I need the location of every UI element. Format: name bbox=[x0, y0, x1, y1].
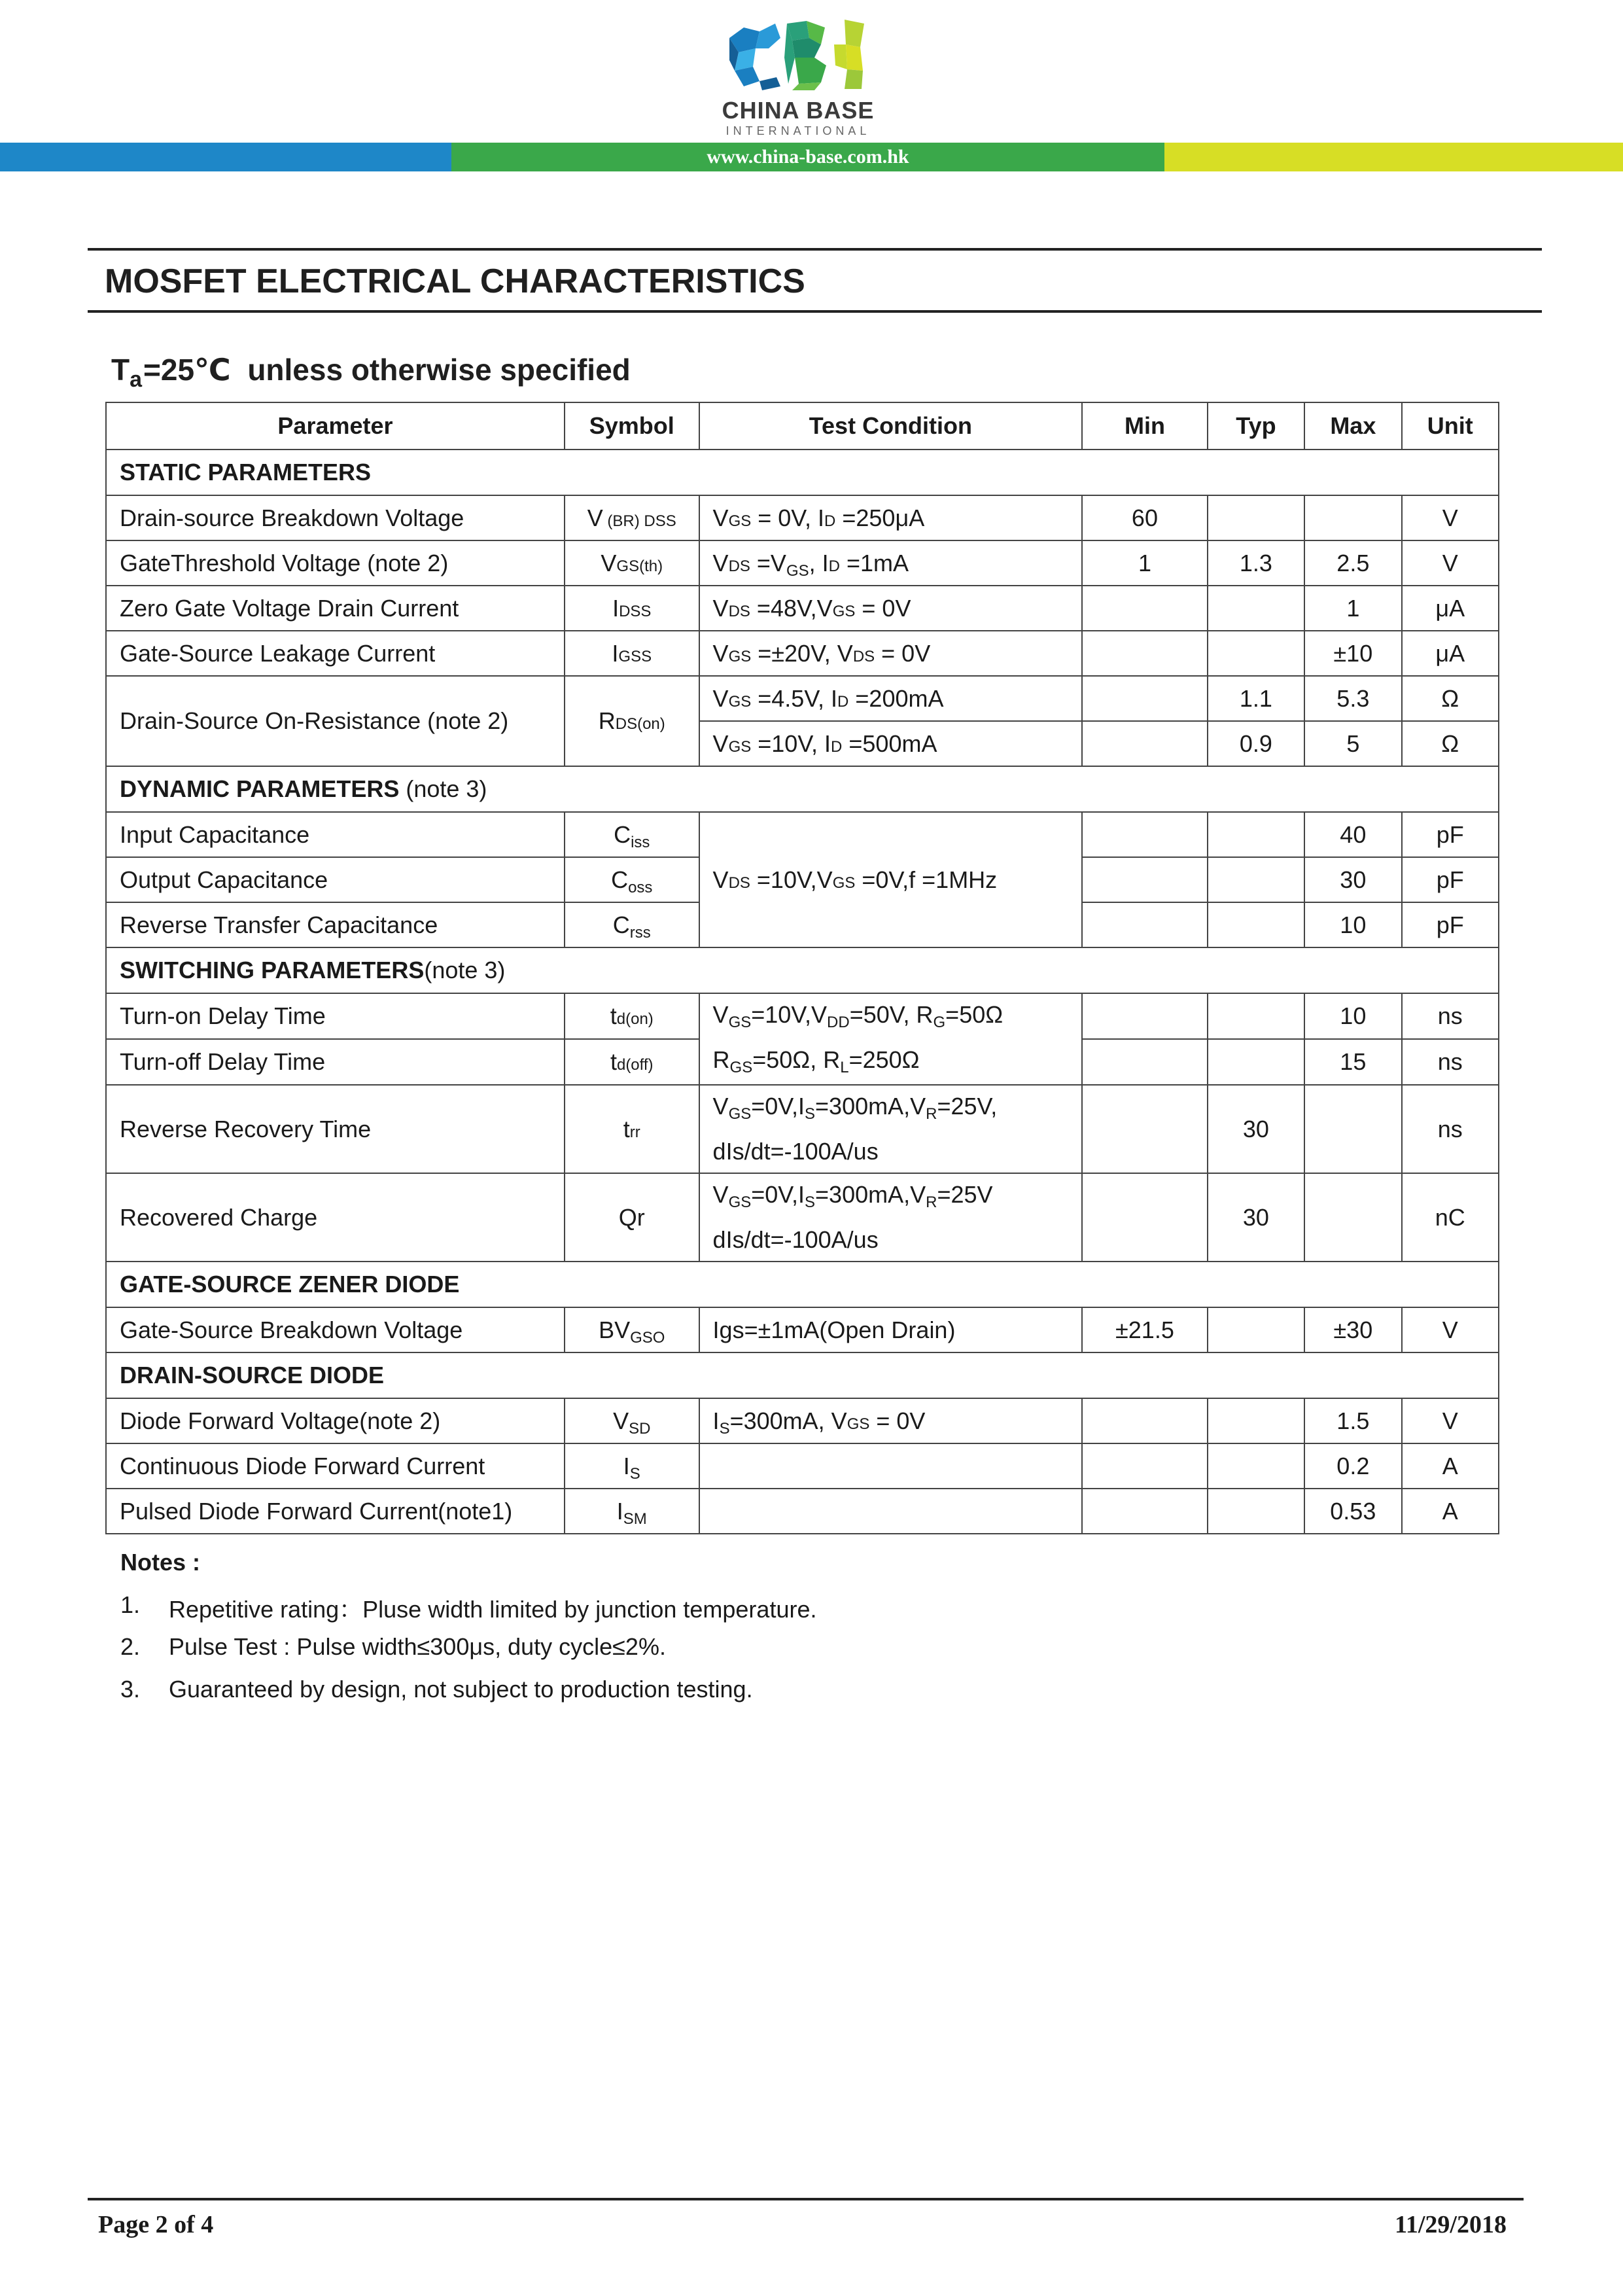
min-cell bbox=[1082, 812, 1208, 857]
column-header: Typ bbox=[1208, 402, 1304, 450]
section-zener: GATE-SOURCE ZENER DIODE bbox=[106, 1262, 1499, 1307]
brand-subtitle: INTERNATIONAL bbox=[725, 124, 871, 137]
max-cell bbox=[1304, 1173, 1401, 1262]
symbol-cell: Coss bbox=[565, 857, 699, 902]
temperature-condition bbox=[111, 352, 631, 392]
table-row bbox=[106, 1173, 1499, 1262]
typ-cell bbox=[1208, 495, 1304, 540]
section-note: (note 3) bbox=[399, 775, 487, 802]
max-cell: 0.2 bbox=[1304, 1443, 1401, 1489]
max-cell: ±10 bbox=[1304, 631, 1401, 676]
unit-cell: Ω bbox=[1402, 721, 1499, 766]
document-date: 11/29/2018 bbox=[1394, 2211, 1507, 2238]
param-cell: GateThreshold Voltage (note 2) bbox=[106, 540, 565, 586]
table-row bbox=[106, 495, 1499, 540]
condition-cell: VDS =48V,VGS = 0V bbox=[699, 586, 1083, 631]
param-cell: Drain-source Breakdown Voltage bbox=[106, 495, 565, 540]
column-header: Unit bbox=[1402, 402, 1499, 450]
typ-cell bbox=[1208, 902, 1304, 947]
unit-cell: V bbox=[1402, 540, 1499, 586]
symbol-cell: VSD bbox=[565, 1398, 699, 1443]
min-cell bbox=[1082, 993, 1208, 1039]
condition-cell: VGS =4.5V, ID =200mA bbox=[699, 676, 1083, 721]
min-cell: 1 bbox=[1082, 540, 1208, 586]
min-cell bbox=[1082, 1398, 1208, 1443]
condition-cell: VGS=0V,IS=300mA,VR=25V, dIs/dt=-100A/us bbox=[699, 1085, 1083, 1173]
param-cell: Gate-Source Leakage Current bbox=[106, 631, 565, 676]
section-switching bbox=[106, 947, 1499, 993]
max-cell: 10 bbox=[1304, 902, 1401, 947]
table-row bbox=[106, 540, 1499, 586]
symbol-cell: trr bbox=[565, 1085, 699, 1173]
page-number: Page 2 of 4 bbox=[98, 2211, 214, 2238]
condition-cell: VGS=10V,VDD=50V, RG=50Ω RGS=50Ω, RL=250Ω bbox=[699, 993, 1083, 1085]
param-cell: Continuous Diode Forward Current bbox=[106, 1443, 565, 1489]
min-cell: 60 bbox=[1082, 495, 1208, 540]
symbol-cell: RDS(on) bbox=[565, 676, 699, 766]
symbol-cell: Crss bbox=[565, 902, 699, 947]
param-cell: Diode Forward Voltage(note 2) bbox=[106, 1398, 565, 1443]
typ-cell bbox=[1208, 993, 1304, 1039]
temp-subscript: a bbox=[130, 367, 143, 392]
condition-cell bbox=[699, 1443, 1083, 1489]
param-cell: Turn-on Delay Time bbox=[106, 993, 565, 1039]
min-cell bbox=[1082, 721, 1208, 766]
condition-cell: VDS =VGS, ID =1mA bbox=[699, 540, 1083, 586]
column-header: Parameter bbox=[106, 402, 565, 450]
unit-cell: V bbox=[1402, 495, 1499, 540]
condition-cell: VGS =10V, ID =500mA bbox=[699, 721, 1083, 766]
max-cell: 2.5 bbox=[1304, 540, 1401, 586]
param-cell: Turn-off Delay Time bbox=[106, 1039, 565, 1085]
table-row bbox=[106, 812, 1499, 857]
company-logo bbox=[729, 18, 873, 92]
unit-cell: μA bbox=[1402, 586, 1499, 631]
param-cell: Reverse Recovery Time bbox=[106, 1085, 565, 1173]
min-cell bbox=[1082, 676, 1208, 721]
max-cell: 40 bbox=[1304, 812, 1401, 857]
table-header-row bbox=[106, 402, 1499, 450]
typ-cell bbox=[1208, 1039, 1304, 1085]
typ-cell bbox=[1208, 857, 1304, 902]
typ-cell bbox=[1208, 812, 1304, 857]
temp-value: =25℃ bbox=[143, 353, 231, 387]
brand-name: CHINA BASE bbox=[722, 97, 875, 124]
condition-cell bbox=[699, 1489, 1083, 1534]
section-label: SWITCHING PARAMETERS bbox=[120, 957, 425, 983]
typ-cell: 1.1 bbox=[1208, 676, 1304, 721]
section-row bbox=[106, 1352, 1499, 1398]
condition-cell: Igs=±1mA(Open Drain) bbox=[699, 1307, 1083, 1352]
color-bar-blue bbox=[0, 143, 451, 171]
min-cell: ±21.5 bbox=[1082, 1307, 1208, 1352]
note-number: 1. bbox=[120, 1591, 141, 1618]
min-cell bbox=[1082, 1489, 1208, 1534]
table-row bbox=[106, 1085, 1499, 1173]
symbol-cell: BVGSO bbox=[565, 1307, 699, 1352]
page-title: MOSFET ELECTRICAL CHARACTERISTICS bbox=[105, 262, 805, 300]
unit-cell: nC bbox=[1402, 1173, 1499, 1262]
max-cell: 10 bbox=[1304, 993, 1401, 1039]
min-cell bbox=[1082, 1085, 1208, 1173]
symbol-cell: ISM bbox=[565, 1489, 699, 1534]
section-row bbox=[106, 766, 1499, 812]
symbol-cell: VGS(th) bbox=[565, 540, 699, 586]
table-row bbox=[106, 676, 1499, 721]
table-row bbox=[106, 631, 1499, 676]
unit-cell: pF bbox=[1402, 812, 1499, 857]
section-note: (note 3) bbox=[424, 957, 506, 983]
max-cell bbox=[1304, 1085, 1401, 1173]
min-cell bbox=[1082, 586, 1208, 631]
note-number: 3. bbox=[120, 1676, 141, 1703]
unit-cell: pF bbox=[1402, 902, 1499, 947]
min-cell bbox=[1082, 1173, 1208, 1262]
max-cell bbox=[1304, 495, 1401, 540]
section-row bbox=[106, 947, 1499, 993]
column-header: Symbol bbox=[565, 402, 699, 450]
note-number: 2. bbox=[120, 1633, 141, 1660]
param-cell: Pulsed Diode Forward Current(note1) bbox=[106, 1489, 565, 1534]
title-rule-bottom bbox=[88, 310, 1542, 313]
param-cell: Recovered Charge bbox=[106, 1173, 565, 1262]
max-cell: 0.53 bbox=[1304, 1489, 1401, 1534]
unit-cell: Ω bbox=[1402, 676, 1499, 721]
param-cell: Input Capacitance bbox=[106, 812, 565, 857]
unit-cell: μA bbox=[1402, 631, 1499, 676]
min-cell bbox=[1082, 1443, 1208, 1489]
param-cell: Zero Gate Voltage Drain Current bbox=[106, 586, 565, 631]
typ-cell bbox=[1208, 1443, 1304, 1489]
condition-cell: VGS=0V,IS=300mA,VR=25V dIs/dt=-100A/us bbox=[699, 1173, 1083, 1262]
section-row bbox=[106, 1262, 1499, 1307]
symbol-cell: Qr bbox=[565, 1173, 699, 1262]
title-rule-top bbox=[88, 248, 1542, 251]
section-row bbox=[106, 450, 1499, 495]
symbol-cell: td(off) bbox=[565, 1039, 699, 1085]
symbol-cell: IDSS bbox=[565, 586, 699, 631]
typ-cell: 0.9 bbox=[1208, 721, 1304, 766]
column-header: Min bbox=[1082, 402, 1208, 450]
symbol-cell: V (BR) DSS bbox=[565, 495, 699, 540]
typ-cell bbox=[1208, 631, 1304, 676]
typ-cell: 30 bbox=[1208, 1173, 1304, 1262]
unit-cell: ns bbox=[1402, 1039, 1499, 1085]
max-cell: 15 bbox=[1304, 1039, 1401, 1085]
unit-cell: ns bbox=[1402, 993, 1499, 1039]
temp-symbol: T bbox=[111, 353, 130, 387]
min-cell bbox=[1082, 1039, 1208, 1085]
symbol-cell: td(on) bbox=[565, 993, 699, 1039]
param-cell: Output Capacitance bbox=[106, 857, 565, 902]
min-cell bbox=[1082, 902, 1208, 947]
table-row bbox=[106, 1443, 1499, 1489]
table-row bbox=[106, 1398, 1499, 1443]
table-row bbox=[106, 993, 1499, 1039]
table-row bbox=[106, 586, 1499, 631]
note-text: Pulse Test : Pulse width≤300μs, duty cycle≤2%. bbox=[169, 1633, 666, 1660]
typ-cell: 1.3 bbox=[1208, 540, 1304, 586]
symbol-cell: Ciss bbox=[565, 812, 699, 857]
max-cell: 5.3 bbox=[1304, 676, 1401, 721]
unit-cell: A bbox=[1402, 1489, 1499, 1534]
column-header: Test Condition bbox=[699, 402, 1083, 450]
section-dynamic bbox=[106, 766, 1499, 812]
param-cell: Reverse Transfer Capacitance bbox=[106, 902, 565, 947]
symbol-cell: IGSS bbox=[565, 631, 699, 676]
condition-cell: VGS = 0V, ID =250μA bbox=[699, 495, 1083, 540]
typ-cell bbox=[1208, 586, 1304, 631]
unit-cell: V bbox=[1402, 1307, 1499, 1352]
min-cell bbox=[1082, 631, 1208, 676]
param-cell: Drain-Source On-Resistance (note 2) bbox=[106, 676, 565, 766]
note-text: Repetitive rating：Pluse width limited by junction temperature. bbox=[169, 1596, 817, 1623]
typ-cell bbox=[1208, 1489, 1304, 1534]
symbol-cell: IS bbox=[565, 1443, 699, 1489]
typ-cell bbox=[1208, 1307, 1304, 1352]
color-bar-yellow bbox=[1164, 143, 1623, 171]
table-row bbox=[106, 1307, 1499, 1352]
section-diode: DRAIN-SOURCE DIODE bbox=[106, 1352, 1499, 1398]
footer-rule bbox=[88, 2198, 1524, 2200]
max-cell: 5 bbox=[1304, 721, 1401, 766]
condition-cell: VDS =10V,VGS =0V,f =1MHz bbox=[699, 812, 1083, 947]
max-cell: 1 bbox=[1304, 586, 1401, 631]
section-label: DYNAMIC PARAMETERS bbox=[120, 775, 400, 802]
column-header: Max bbox=[1304, 402, 1401, 450]
unit-cell: pF bbox=[1402, 857, 1499, 902]
condition-cell: VGS =±20V, VDS = 0V bbox=[699, 631, 1083, 676]
typ-cell bbox=[1208, 1398, 1304, 1443]
table-row bbox=[106, 1489, 1499, 1534]
max-cell: 1.5 bbox=[1304, 1398, 1401, 1443]
electrical-characteristics-table bbox=[105, 402, 1499, 1534]
notes-title: Notes : bbox=[120, 1549, 201, 1576]
note-text: Guaranteed by design, not subject to production testing. bbox=[169, 1676, 753, 1703]
section-static: STATIC PARAMETERS bbox=[106, 450, 1499, 495]
unit-cell: V bbox=[1402, 1398, 1499, 1443]
max-cell: ±30 bbox=[1304, 1307, 1401, 1352]
temp-note: unless otherwise specified bbox=[247, 353, 631, 387]
typ-cell: 30 bbox=[1208, 1085, 1304, 1173]
min-cell bbox=[1082, 857, 1208, 902]
param-cell: Gate-Source Breakdown Voltage bbox=[106, 1307, 565, 1352]
max-cell: 30 bbox=[1304, 857, 1401, 902]
website-link[interactable]: www.china-base.com.hk bbox=[707, 146, 909, 168]
condition-cell: IS=300mA, VGS = 0V bbox=[699, 1398, 1083, 1443]
unit-cell: A bbox=[1402, 1443, 1499, 1489]
unit-cell: ns bbox=[1402, 1085, 1499, 1173]
